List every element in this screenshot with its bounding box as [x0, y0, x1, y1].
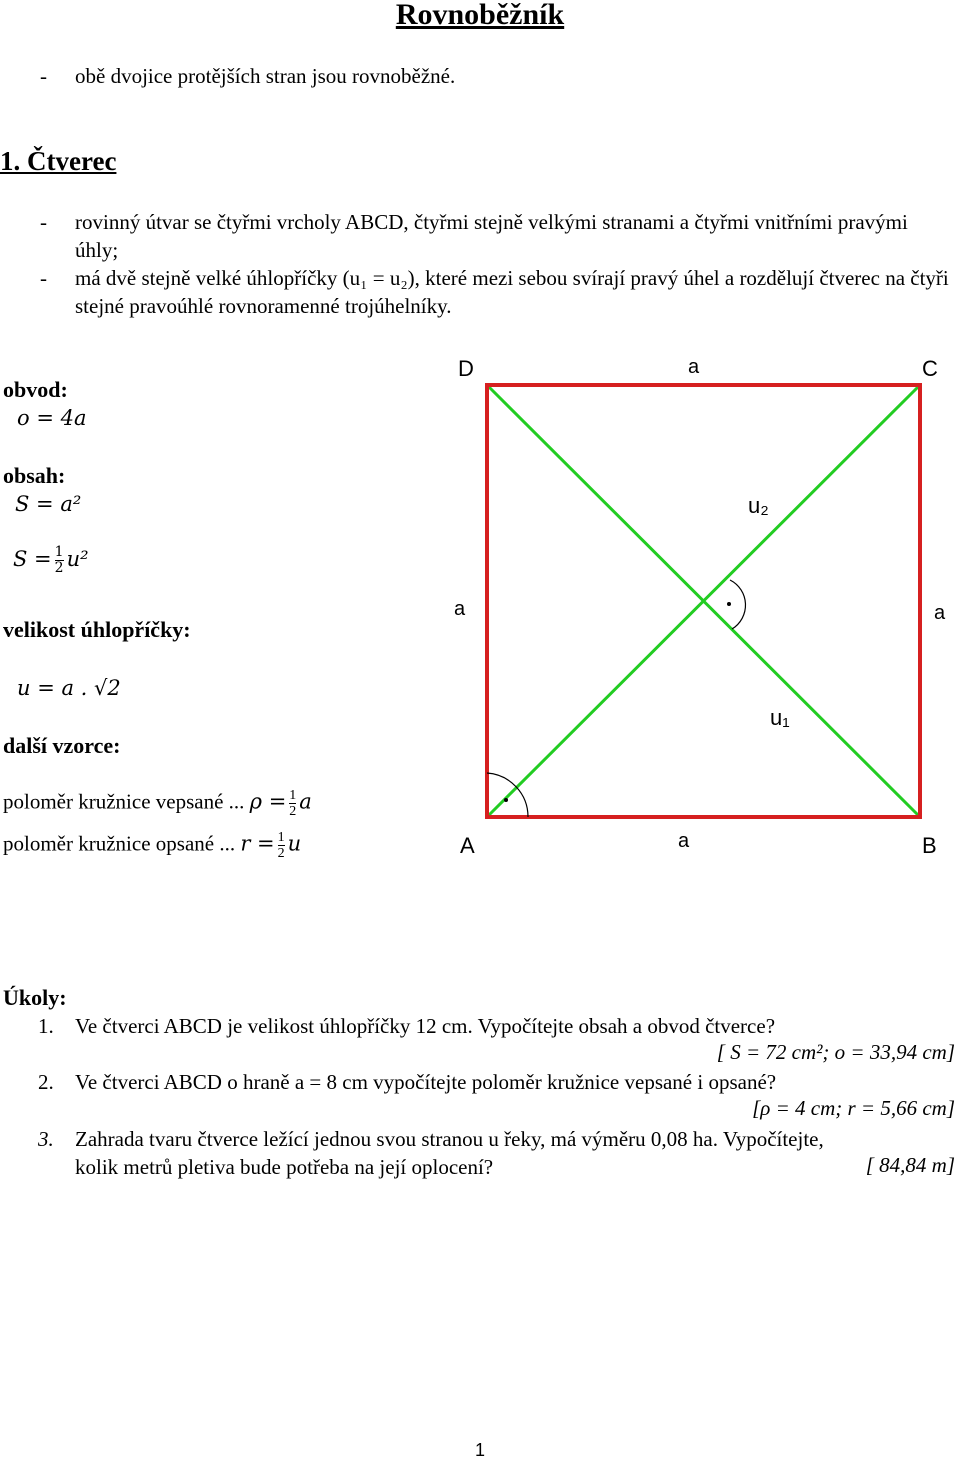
- section-heading: 1. Čtverec: [0, 146, 117, 176]
- bullet-text: má dvě stejně velké úhlopříčky (u₁ = u₂), které mezi sebou svírají pravý úhel a rozdělují čtverec na čtyři stejné pravoúhlé rovnoramenné trojúhelníky.: [75, 266, 949, 318]
- vertex-c-label: C: [922, 356, 938, 381]
- inscribed-lhs: ρ =: [249, 789, 287, 814]
- diagonal-u1-label: u₁: [770, 705, 790, 730]
- right-angle-dot: [727, 602, 731, 606]
- diagonal-label: velikost úhlopříčky:: [3, 617, 191, 642]
- side-left-label: a: [454, 598, 466, 620]
- task-answer: [ S = 72 cm²; o = 33,94 cm]: [716, 1040, 955, 1064]
- inscribed-text: poloměr kružnice vepsané ...: [3, 789, 250, 814]
- side-right-label: a: [934, 602, 946, 624]
- obsah2-suffix: u²: [66, 547, 89, 571]
- circum-lhs: r =: [240, 831, 275, 856]
- fraction-denominator: 2: [289, 804, 297, 819]
- task-item: [0, 1068, 960, 1096]
- page-title: Rovnoběžník: [395, 0, 565, 31]
- other-formulas-label: další vzorce:: [3, 733, 121, 758]
- fraction-denominator: 2: [54, 560, 64, 576]
- obvod-formula: o = 4a: [17, 406, 87, 430]
- obvod-label: obvod:: [3, 377, 68, 402]
- fraction-denominator: 2: [277, 846, 285, 861]
- page-number: 1: [474, 1440, 485, 1460]
- bullet-dash: -: [40, 266, 47, 290]
- vertex-a-label: A: [460, 833, 475, 858]
- task-number: 3.: [38, 1127, 54, 1151]
- vertex-b-label: B: [922, 833, 937, 858]
- tasks-heading: Úkoly:: [3, 985, 67, 1010]
- bullet-text: rovinný útvar se čtyřmi vrcholy ABCD, čtyřmi stejně velkými stranami a čtyřmi vnitřními pravými úhly;: [75, 210, 908, 262]
- intro-bullet-text: obě dvojice protějších stran jsou rovnoběžné.: [75, 64, 456, 88]
- bullet-item: [0, 264, 960, 320]
- right-angle-arc: [730, 580, 745, 629]
- task-text: Ve čtverci ABCD je velikost úhlopříčky 12 cm. Vypočítejte obsah a obvod čtverce?: [75, 1014, 776, 1038]
- fraction: [278, 830, 285, 861]
- vertex-d-label: D: [458, 356, 474, 381]
- fraction-numerator: 1: [277, 830, 285, 845]
- obsah2-prefix: S =: [13, 547, 52, 571]
- angle-dot-a: [504, 798, 508, 802]
- fraction-numerator: 1: [54, 544, 64, 560]
- bullet-dash: -: [40, 64, 47, 88]
- inscribed-radius-formula: [3, 788, 312, 819]
- diagonal-u2-label: u₂: [748, 493, 769, 518]
- intro-bullet: [0, 62, 960, 90]
- fraction-numerator: 1: [289, 788, 297, 803]
- fraction: [55, 545, 64, 576]
- side-top-label: a: [688, 356, 700, 378]
- task-text-line2: kolik metrů pletiva bude potřeba na její oplocení?: [75, 1155, 494, 1179]
- task-item: [0, 1012, 960, 1040]
- task-number: 2.: [38, 1070, 54, 1094]
- task-text: Ve čtverci ABCD o hraně a = 8 cm vypočítejte poloměr kružnice vepsané i opsané?: [75, 1070, 777, 1094]
- circum-var: u: [287, 831, 302, 856]
- obsah-formula-2: [13, 545, 89, 576]
- task-text-line1: Zahrada tvaru čtverce ležící jednou svou stranou u řeky, má výměru 0,08 ha. Vypočítejte,: [75, 1127, 824, 1151]
- circumscribed-radius-formula: [3, 830, 301, 861]
- square-diagram: [440, 345, 960, 875]
- side-bottom-label: a: [678, 830, 690, 852]
- circum-text: poloměr kružnice opsané ...: [3, 831, 241, 856]
- inscribed-var: a: [299, 789, 312, 814]
- bullet-item: [0, 208, 960, 264]
- obsah-label: obsah:: [3, 463, 66, 488]
- diagonal-formula: u = a . √2: [17, 676, 121, 700]
- task-answer: [ρ = 4 cm; r = 5,66 cm]: [752, 1096, 955, 1120]
- task-answer: [ 84,84 m]: [865, 1153, 955, 1177]
- fraction: [289, 788, 296, 819]
- task-number: 1.: [38, 1014, 54, 1038]
- obsah-formula-1: S = a²: [15, 492, 82, 516]
- bullet-dash: -: [40, 210, 47, 234]
